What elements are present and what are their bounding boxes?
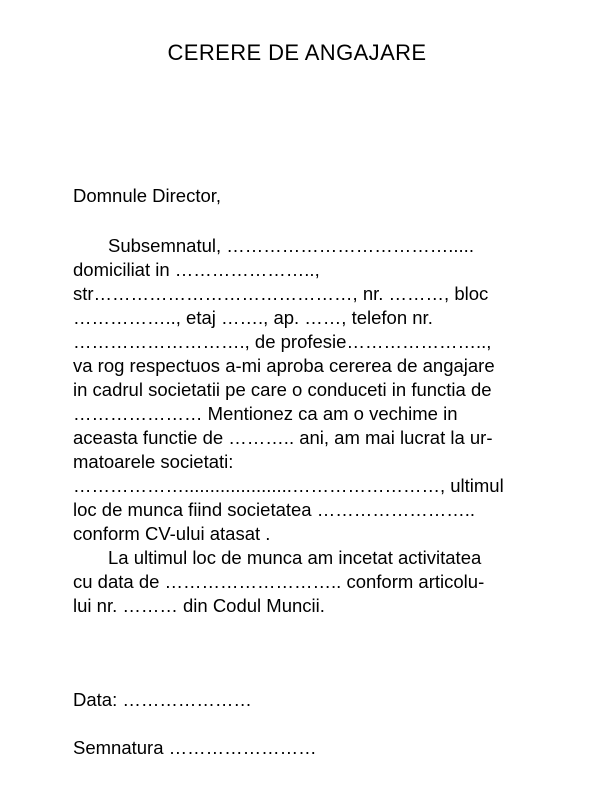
document-title: CERERE DE ANGAJARE [167,40,427,65]
body-line: domiciliat in ………………….., [73,259,320,280]
body-line: aceasta functie de ……….. ani, am mai lucrat la ur- [73,427,493,448]
date-line: Data: ………………… [73,689,252,710]
body-line: matoarele societati: [73,451,234,472]
body-line: in cadrul societatii pe care o conduceti in functia de [73,379,492,400]
body-line: ………………………., de profesie………………….., [73,331,492,352]
body-line: ………………… Mentionez ca am o vechime in [73,403,458,424]
salutation: Domnule Director, [73,185,222,206]
body-line: La ultimul loc de munca am incetat activitatea [108,547,482,568]
body-line: cu data de ……………………….. conform articolu- [73,571,485,592]
body-line: ……………….....................……………………, ultimul [73,475,504,496]
request-body [73,234,533,618]
body-line: conform CV-ului atasat . [73,523,271,544]
body-line: Subsemnatul, ………………………………..... [108,235,474,256]
body-line: str……………………………………, nr. ………, bloc [73,283,489,304]
body-line: lui nr. ……… din Codul Muncii. [73,595,325,616]
body-line: loc de munca fiind societatea …………………….. [73,499,476,520]
signature-line: Semnatura …………………… [73,737,317,758]
body-line: …………….., etaj ……., ap. ……, telefon nr. [73,307,433,328]
body-line: va rog respectuos a-mi aproba cererea de angajare [73,355,495,376]
